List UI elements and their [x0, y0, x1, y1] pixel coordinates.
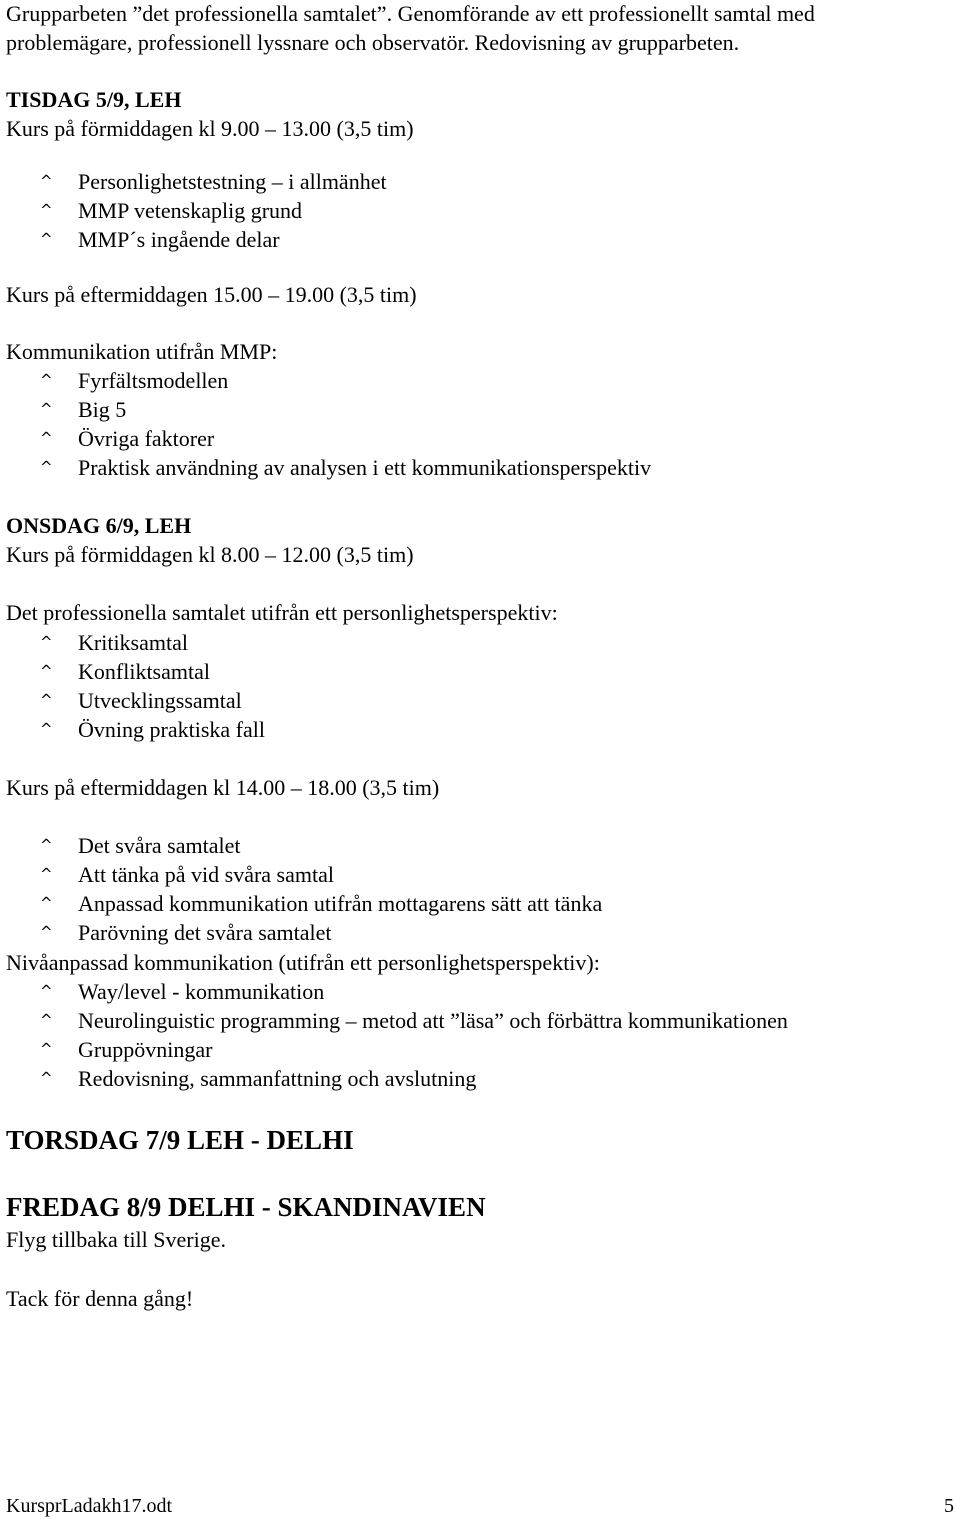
- tuesday-afternoon-intro: Kommunikation utifrån MMP:: [6, 339, 278, 364]
- wednesday-heading: ONSDAG 6/9, LEH: [6, 513, 192, 538]
- list-item: ^ Kritiksamtal: [40, 630, 188, 655]
- bullet-icon: ^: [40, 400, 53, 418]
- bullet-icon: ^: [40, 1040, 53, 1058]
- list-item: ^ Big 5: [40, 397, 127, 422]
- tuesday-morning-heading: Kurs på förmiddagen kl 9.00 – 13.00 (3,5 tim): [6, 116, 414, 141]
- list-item: ^ Redovisning, sammanfattning och avslutning: [40, 1066, 477, 1091]
- wednesday-morning-heading: Kurs på förmiddagen kl 8.00 – 12.00 (3,5 tim): [6, 542, 414, 567]
- list-item: ^ Övning praktiska fall: [40, 717, 265, 742]
- list-item: ^ Att tänka på vid svåra samtal: [40, 862, 334, 887]
- friday-heading: FREDAG 8/9 DELHI - SKANDINAVIEN: [6, 1192, 486, 1222]
- list-item: ^ Praktisk användning av analysen i ett kommunikationsperspektiv: [40, 455, 652, 480]
- intro-line-2: problemägare, professionell lyssnare och observatör. Redovisning av grupparbeten.: [6, 30, 740, 55]
- thursday-heading: TORSDAG 7/9 LEH - DELHI: [6, 1125, 354, 1155]
- bullet-icon: ^: [40, 720, 53, 738]
- bullet-icon: ^: [40, 429, 53, 447]
- list-item: ^ Gruppövningar: [40, 1037, 213, 1062]
- bullet-icon: ^: [40, 230, 53, 248]
- tuesday-afternoon-heading: Kurs på eftermiddagen 15.00 – 19.00 (3,5 tim): [6, 282, 417, 307]
- wednesday-afternoon-heading: Kurs på eftermiddagen kl 14.00 – 18.00 (3,5 tim): [6, 775, 440, 800]
- bullet-icon: ^: [40, 691, 53, 709]
- friday-text: Flyg tillbaka till Sverige.: [6, 1227, 226, 1252]
- bullet-icon: ^: [40, 201, 53, 219]
- bullet-icon: ^: [40, 923, 53, 941]
- level-intro: Nivåanpassad kommunikation (utifrån ett personlighetsperspektiv):: [6, 950, 600, 975]
- bullet-icon: ^: [40, 458, 53, 476]
- list-item: ^ Parövning det svåra samtalet: [40, 920, 332, 945]
- bullet-icon: ^: [40, 633, 53, 651]
- bullet-icon: ^: [40, 1011, 53, 1029]
- list-item: ^ Way/level - kommunikation: [40, 979, 325, 1004]
- intro-line-1: Grupparbeten ”det professionella samtalet”. Genomförande av ett professionellt samtal med: [6, 1, 815, 26]
- list-item: ^ MMP´s ingående delar: [40, 227, 280, 252]
- footer-page-number: 5: [944, 1495, 954, 1517]
- bullet-icon: ^: [40, 1069, 53, 1087]
- list-item: ^ Konfliktsamtal: [40, 659, 210, 684]
- bullet-icon: ^: [40, 894, 53, 912]
- bullet-icon: ^: [40, 865, 53, 883]
- bullet-icon: ^: [40, 982, 53, 1000]
- list-item: ^ Anpassad kommunikation utifrån mottagarens sätt att tänka: [40, 891, 603, 916]
- footer-filename: KursprLadakh17.odt: [6, 1495, 173, 1517]
- list-item: ^ Neurolinguistic programming – metod att ”läsa” och förbättra kommunikationen: [40, 1008, 788, 1033]
- list-item: ^ MMP vetenskaplig grund: [40, 198, 303, 223]
- bullet-icon: ^: [40, 172, 53, 190]
- list-item: ^ Det svåra samtalet: [40, 833, 241, 858]
- closing-text: Tack för denna gång!: [6, 1286, 194, 1311]
- bullet-icon: ^: [40, 371, 53, 389]
- list-item: ^ Övriga faktorer: [40, 426, 215, 451]
- wednesday-morning-intro: Det professionella samtalet utifrån ett personlighetsperspektiv:: [6, 600, 558, 625]
- list-item: ^ Fyrfältsmodellen: [40, 368, 229, 393]
- list-item: ^ Utvecklingssamtal: [40, 688, 242, 713]
- tuesday-heading: TISDAG 5/9, LEH: [6, 87, 182, 112]
- bullet-icon: ^: [40, 836, 53, 854]
- bullet-icon: ^: [40, 662, 53, 680]
- list-item: ^ Personlighetstestning – i allmänhet: [40, 169, 387, 194]
